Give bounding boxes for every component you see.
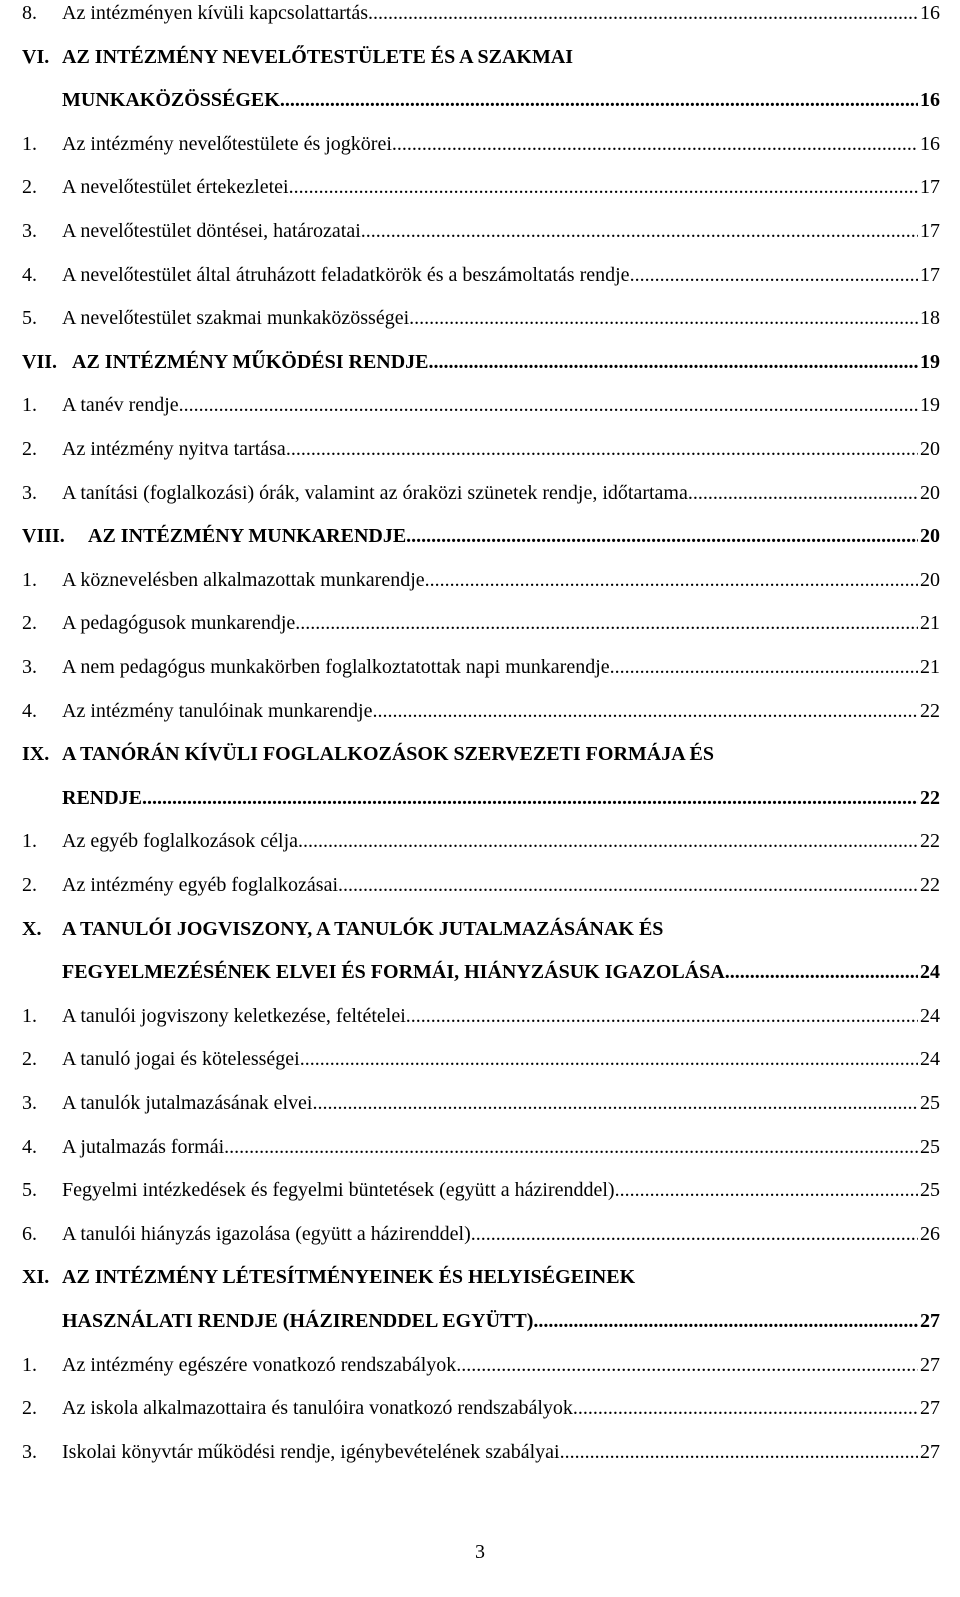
toc-entry[interactable] <box>22 170 940 200</box>
toc-leader-dots <box>406 523 918 549</box>
toc-entry[interactable] <box>22 214 940 244</box>
toc-title: Az iskola alkalmazottaira és tanulóira vonatkozó rendszabályok <box>62 1397 573 1420</box>
toc-number: 1. <box>22 1353 37 1376</box>
toc-entry[interactable] <box>22 824 940 854</box>
toc-number: 1. <box>22 568 37 591</box>
toc-entry[interactable] <box>22 388 940 418</box>
toc-page-number: 16 <box>920 2 940 24</box>
toc-title: A tanítási (foglalkozási) órák, valamint az óraközi szünetek rendje, időtartama <box>62 481 688 504</box>
toc-leader-dots <box>471 1221 918 1247</box>
toc-number: 6. <box>22 1222 37 1245</box>
toc-entry[interactable] <box>22 301 940 331</box>
toc-entry[interactable] <box>22 1042 940 1072</box>
toc-leader-dots <box>295 610 918 636</box>
toc-page-number: 25 <box>920 1179 940 1202</box>
toc-leader-dots <box>298 828 918 854</box>
toc-entry[interactable] <box>22 999 940 1029</box>
page-number: 3 <box>475 1541 485 1563</box>
toc-number: 2. <box>22 1397 37 1420</box>
toc-leader-dots <box>372 698 918 724</box>
toc-number: 1. <box>22 1004 37 1027</box>
toc-page-number: 25 <box>920 1135 940 1158</box>
toc-leader-dots <box>392 131 918 157</box>
toc-title: AZ INTÉZMÉNY LÉTESÍTMÉNYEINEK ÉS HELYISÉGEINEK <box>62 1266 636 1289</box>
toc-chapter-heading[interactable] <box>22 519 940 549</box>
toc-number: 3. <box>22 656 37 678</box>
toc-number: 2. <box>22 1048 37 1071</box>
toc-title: A jutalmazás formái <box>62 1135 225 1158</box>
toc-leader-dots <box>280 87 918 113</box>
toc-title: A tanulói jogviszony keletkezése, feltételei <box>62 1004 406 1027</box>
toc-page-number: 24 <box>920 961 940 984</box>
toc-entry[interactable] <box>22 868 940 898</box>
toc-page-number: 20 <box>920 438 940 460</box>
toc-entry[interactable] <box>22 432 940 462</box>
toc-title: Az intézmény egyéb foglalkozásai <box>62 874 338 896</box>
toc-title: AZ INTÉZMÉNY NEVELŐTESTÜLETE ÉS A SZAKMAI <box>62 45 574 68</box>
toc-chapter-heading-continued[interactable] <box>22 955 940 985</box>
toc-number: 2. <box>22 438 37 460</box>
toc-page-number: 17 <box>920 220 940 242</box>
toc-title: Az intézmény nyitva tartása <box>62 438 286 460</box>
toc-page-number: 27 <box>920 1440 940 1463</box>
toc-entry[interactable] <box>22 1173 940 1203</box>
toc-title: A tanulók jutalmazásának elvei <box>62 1092 313 1114</box>
toc-page-number: 19 <box>920 394 940 417</box>
toc-number: 2. <box>22 612 37 635</box>
toc-title-continued: HASZNÁLATI RENDJE (HÁZIRENDDEL EGYÜTT) <box>62 1310 534 1332</box>
toc-page-number: 22 <box>920 699 940 722</box>
toc-leader-dots <box>409 305 918 331</box>
toc-number: XI. <box>22 1266 50 1289</box>
toc-page-number: 21 <box>920 656 940 678</box>
toc-chapter-heading-continued[interactable] <box>22 83 940 113</box>
toc-number: 3. <box>22 220 37 242</box>
toc-entry[interactable] <box>22 606 940 636</box>
toc-leader-dots <box>224 1134 918 1160</box>
toc-number: 5. <box>22 1179 37 1202</box>
toc-title: A nevelőtestület döntései, határozatai <box>62 220 361 242</box>
toc-leader-dots <box>730 959 918 985</box>
toc-number: VIII. <box>22 525 65 548</box>
toc-leader-dots <box>142 785 918 811</box>
toc-title: A tanuló jogai és kötelességei <box>62 1048 300 1071</box>
toc-page-number: 17 <box>920 176 940 199</box>
toc-number: 3. <box>22 1092 37 1114</box>
toc-title: Az intézmény tanulóinak munkarendje <box>62 699 373 722</box>
toc-title: A pedagógusok munkarendje <box>62 612 296 635</box>
toc-title: Fegyelmi intézkedések és fegyelmi büntetések (együtt a házirenddel) <box>62 1179 615 1202</box>
toc-entry[interactable] <box>22 476 940 506</box>
toc-entry[interactable] <box>22 694 940 724</box>
toc-title: Iskolai könyvtár működési rendje, igénybevételének szabályai <box>62 1440 560 1463</box>
toc-entry[interactable] <box>22 1391 940 1421</box>
toc-leader-dots <box>560 1439 918 1465</box>
toc-leader-dots <box>630 262 918 288</box>
toc-title-continued: FEGYELMEZÉSÉNEK ELVEI ÉS FORMÁI, HIÁNYZÁSUK IGAZOLÁSA. <box>62 961 730 984</box>
toc-number: 4. <box>22 263 37 286</box>
toc-title: AZ INTÉZMÉNY MŰKÖDÉSI RENDJE <box>72 350 429 373</box>
toc-leader-dots <box>425 567 918 593</box>
toc-page-number: 27 <box>920 1397 940 1420</box>
toc-chapter-heading-continued[interactable] <box>22 1304 940 1334</box>
toc-title: A köznevelésben alkalmazottak munkarendje <box>62 568 425 591</box>
toc-leader-dots <box>368 0 918 26</box>
toc-leader-dots <box>338 872 918 898</box>
toc-leader-dots <box>289 174 918 200</box>
toc-entry[interactable] <box>22 1435 940 1465</box>
toc-title: A nevelőtestület szakmai munkaközösségei <box>62 307 410 330</box>
toc-number: 3. <box>22 1440 37 1463</box>
toc-chapter-heading-continued[interactable] <box>22 781 940 811</box>
toc-page-number: 24 <box>920 1048 940 1071</box>
toc-entry[interactable] <box>22 1086 940 1116</box>
toc-leader-dots <box>361 218 918 244</box>
toc-title: A nevelőtestület értekezletei <box>62 176 289 199</box>
toc-leader-dots <box>615 1177 918 1203</box>
toc-chapter-heading[interactable] <box>22 737 940 767</box>
toc-leader-dots <box>300 1046 918 1072</box>
toc-page-number: 20 <box>920 481 940 504</box>
toc-number: 5. <box>22 307 37 330</box>
toc-page-number: 22 <box>920 874 940 896</box>
toc-number: 2. <box>22 874 37 896</box>
toc-number: X. <box>22 917 42 940</box>
toc-entry[interactable] <box>22 1130 940 1160</box>
toc-number: 1. <box>22 132 37 155</box>
toc-page-number: 22 <box>920 830 940 853</box>
toc-page-number: 19 <box>920 350 940 373</box>
toc-page-number: 27 <box>920 1353 940 1376</box>
toc-page-number: 16 <box>920 132 940 155</box>
toc-leader-dots <box>533 1308 918 1334</box>
toc-leader-dots <box>286 436 918 462</box>
toc-leader-dots <box>179 392 918 418</box>
toc-title: Az intézmény nevelőtestülete és jogkörei <box>62 132 392 155</box>
toc-number: 8. <box>22 2 37 24</box>
toc-title: Az intézményen kívüli kapcsolattartás <box>62 2 369 24</box>
toc-page-number: 21 <box>920 612 940 635</box>
toc-title: A tanulói hiányzás igazolása (együtt a házirenddel) <box>62 1222 471 1245</box>
toc-number: 4. <box>22 699 37 722</box>
toc-entry[interactable] <box>22 258 940 288</box>
toc-page-number: 16 <box>920 89 940 112</box>
toc-leader-dots <box>688 480 918 506</box>
toc-number: 4. <box>22 1135 37 1158</box>
toc-title-continued: MUNKAKÖZÖSSÉGEK <box>62 89 280 112</box>
toc-page-number: 24 <box>920 1004 940 1027</box>
toc-chapter-heading[interactable] <box>22 40 940 70</box>
toc-chapter-heading[interactable] <box>22 912 940 942</box>
toc-leader-dots <box>312 1090 918 1116</box>
toc-title: Az egyéb foglalkozások célja <box>62 830 299 853</box>
toc-title: A TANULÓI JOGVISZONY, A TANULÓK JUTALMAZÁSÁNAK ÉS <box>62 917 664 940</box>
toc-chapter-heading[interactable] <box>22 1260 940 1290</box>
toc-title: A tanév rendje <box>62 394 179 417</box>
toc-title: A nevelőtestület által átruházott feladatkörök és a beszámoltatás rendje <box>62 263 630 286</box>
toc-page-number: 17 <box>920 263 940 286</box>
toc-leader-dots <box>456 1352 918 1378</box>
toc-entry[interactable] <box>22 1348 940 1378</box>
toc-title: Az intézmény egészére vonatkozó rendszabályok <box>62 1353 457 1376</box>
toc-page-number: 27 <box>920 1310 940 1332</box>
toc-leader-dots <box>406 1003 918 1029</box>
toc-entry[interactable] <box>22 0 940 26</box>
toc-number: 1. <box>22 394 37 417</box>
toc-title: A nem pedagógus munkakörben foglalkoztatottak napi munkarendje <box>62 656 610 678</box>
toc-page-number: 26 <box>920 1222 940 1245</box>
toc-title: A TANÓRÁN KÍVÜLI FOGLALKOZÁSOK SZERVEZETI FORMÁJA ÉS <box>62 743 715 766</box>
toc-page-number: 20 <box>920 568 940 591</box>
toc-page-number: 20 <box>920 525 940 548</box>
toc-number: IX. <box>22 743 50 766</box>
toc-leader-dots <box>610 654 918 680</box>
toc-entry[interactable] <box>22 563 940 593</box>
toc-entry[interactable] <box>22 127 940 157</box>
toc-number: VII. <box>22 350 58 373</box>
toc-number: 3. <box>22 481 37 504</box>
toc-number: 1. <box>22 830 37 853</box>
toc-page-number: 25 <box>920 1092 940 1114</box>
toc-page-number: 22 <box>920 786 940 809</box>
toc-entry[interactable] <box>22 650 940 680</box>
toc-leader-dots <box>573 1395 918 1421</box>
toc-number: VI. <box>22 45 50 68</box>
toc-title-continued: RENDJE <box>62 786 143 809</box>
toc-title: AZ INTÉZMÉNY MUNKARENDJE <box>88 525 407 548</box>
toc-leader-dots <box>429 349 918 375</box>
toc-page-number: 18 <box>920 307 940 330</box>
toc-number: 2. <box>22 176 37 199</box>
toc-chapter-heading[interactable] <box>22 345 940 375</box>
toc-entry[interactable] <box>22 1217 940 1247</box>
